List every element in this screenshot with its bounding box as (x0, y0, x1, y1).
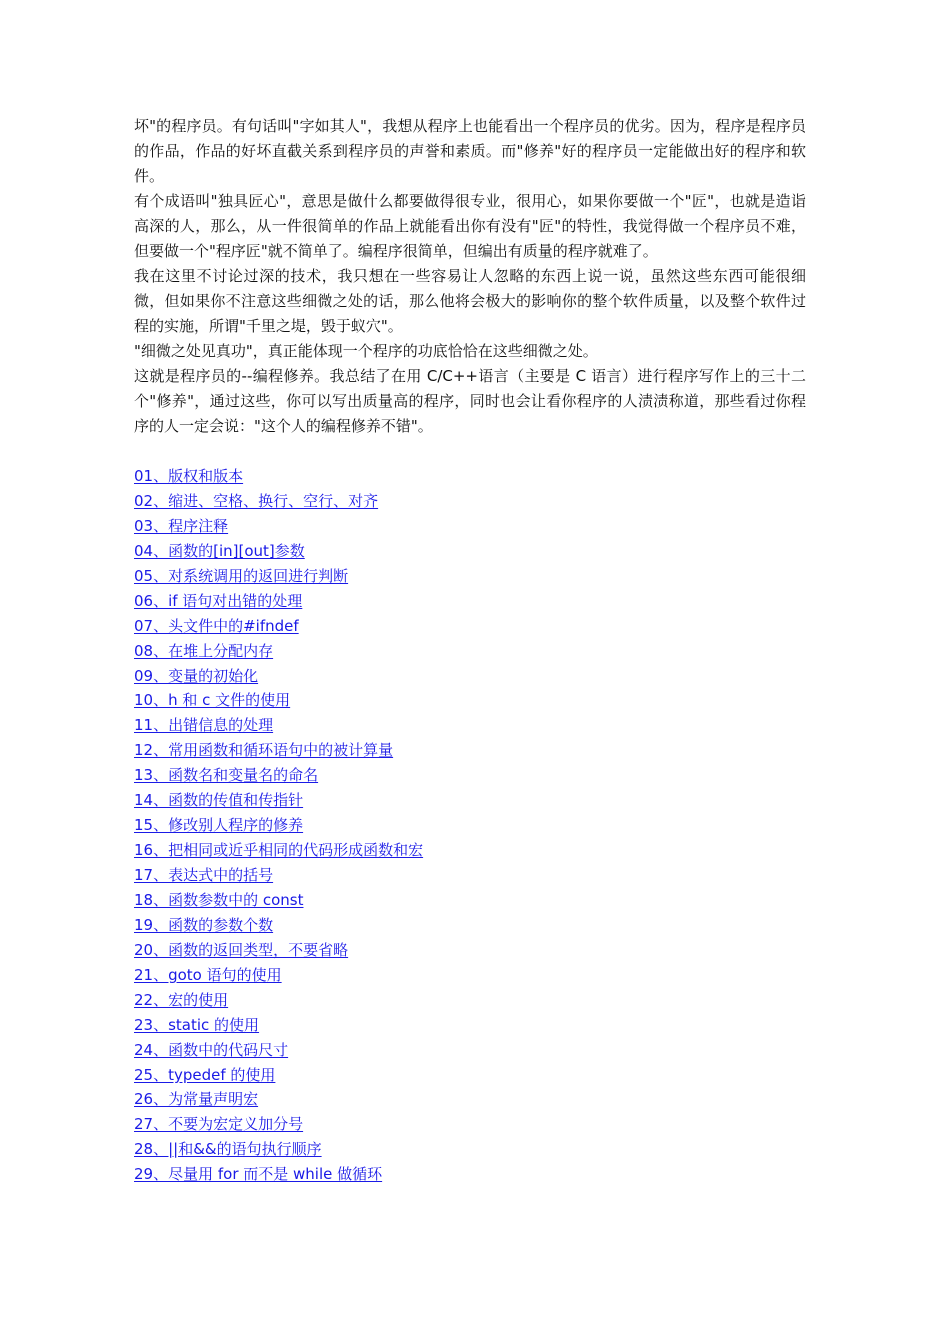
toc-item (134, 738, 806, 763)
toc-item (134, 614, 806, 639)
toc-link-27[interactable]: 27、不要为宏定义加分号 (134, 1115, 304, 1134)
toc-item (134, 539, 806, 564)
document-page (134, 114, 806, 1187)
toc-item (134, 1063, 806, 1088)
toc-link-15[interactable]: 15、修改别人程序的修养 (134, 816, 304, 835)
toc-link-24[interactable]: 24、函数中的代码尺寸 (134, 1040, 289, 1059)
toc-link-09[interactable]: 09、变量的初始化 (134, 666, 259, 685)
toc-item (134, 813, 806, 838)
toc-link-12[interactable]: 12、常用函数和循环语句中的被计算量 (134, 741, 394, 760)
toc-item (134, 639, 806, 664)
toc-link-18[interactable]: 18、函数参数中的 const (134, 890, 304, 909)
toc-link-08[interactable]: 08、在堆上分配内存 (134, 641, 274, 660)
toc-link-16[interactable]: 16、把相同或近乎相同的代码形成函数和宏 (134, 841, 424, 860)
toc-item (134, 963, 806, 988)
toc-link-14[interactable]: 14、函数的传值和传指针 (134, 791, 304, 810)
intro-paragraph-1: 坏"的程序员。有句话叫"字如其人"，我想从程序上也能看出一个程序员的优劣。因为，程序是程序员的作品，作品的好坏直截关系到程序员的声誉和素质。而"修养"好的程序员一定能做出好的程序和软件。 (134, 117, 806, 185)
toc-item (134, 863, 806, 888)
toc-item (134, 838, 806, 863)
toc-item (134, 514, 806, 539)
toc-link-26[interactable]: 26、为常量声明宏 (134, 1090, 259, 1109)
toc-item (134, 1137, 806, 1162)
intro-paragraph-4: "细微之处见真功"，真正能体现一个程序的功底恰恰在这些细微之处。 (134, 342, 598, 360)
toc-item (134, 1013, 806, 1038)
toc-item (134, 763, 806, 788)
intro-paragraph-3: 我在这里不讨论过深的技术，我只想在一些容易让人忽略的东西上说一说，虽然这些东西可能很细微，但如果你不注意这些细微之处的话，那么他将会极大的影响你的整个软件质量，以及整个软件过程的实施，所谓"千里之堤，毁于蚁穴"。 (134, 267, 806, 335)
toc-item (134, 713, 806, 738)
toc-link-20[interactable]: 20、函数的返回类型，不要省略 (134, 940, 349, 959)
toc-item (134, 1162, 806, 1187)
toc-link-01[interactable]: 01、版权和版本 (134, 467, 244, 485)
toc-link-06[interactable]: 06、if 语句对出错的处理 (134, 591, 303, 610)
toc-item (134, 888, 806, 913)
intro-paragraph-2: 有个成语叫"独具匠心"，意思是做什么都要做得很专业，很用心，如果你要做一个"匠"，也就是造诣高深的人，那么，从一件很简单的作品上就能看出你有没有"匠"的特性，我觉得做一个程序员不难，但要做一个"程序匠"就不简单了。编程序很简单，但编出有质量的程序就难了。 (134, 192, 806, 260)
toc-item (134, 913, 806, 938)
toc-item (134, 1038, 806, 1063)
toc-item (134, 1112, 806, 1137)
toc-link-17[interactable]: 17、表达式中的括号 (134, 866, 274, 884)
toc-link-25[interactable]: 25、typedef 的使用 (134, 1065, 276, 1084)
toc-link-28[interactable]: 28、||和&&的语句执行顺序 (134, 1140, 322, 1159)
toc-link-10[interactable]: 10、h 和 c 文件的使用 (134, 691, 291, 710)
toc-link-03[interactable]: 03、程序注释 (134, 516, 229, 535)
toc-item (134, 938, 806, 963)
toc-link-04[interactable]: 04、函数的[in][out]参数 (134, 541, 305, 560)
table-of-contents (134, 464, 806, 1187)
toc-item (134, 464, 806, 489)
toc-item (134, 688, 806, 713)
toc-link-05[interactable]: 05、对系统调用的返回进行判断 (134, 566, 349, 585)
toc-link-19[interactable]: 19、函数的参数个数 (134, 915, 274, 934)
toc-link-07[interactable]: 07、头文件中的#ifndef (134, 616, 299, 635)
toc-link-02[interactable]: 02、缩进、空格、换行、空行、对齐 (134, 491, 379, 510)
toc-link-21[interactable]: 21、goto 语句的使用 (134, 965, 282, 984)
toc-link-22[interactable]: 22、宏的使用 (134, 990, 229, 1009)
toc-item (134, 664, 806, 689)
toc-item (134, 788, 806, 813)
section-spacer (134, 439, 806, 464)
toc-link-29[interactable]: 29、尽量用 for 而不是 while 做循环 (134, 1165, 383, 1184)
toc-item (134, 1087, 806, 1112)
toc-item (134, 489, 806, 514)
toc-item (134, 589, 806, 614)
intro-paragraph-5: 这就是程序员的--编程修养。我总结了在用 C/C++语言（主要是 C 语言）进行程序写作上的三十二个"修养"，通过这些，你可以写出质量高的程序，同时也会让看你程序的人渍渍称道，那些看过你程序的人一定会说："这个人的编程修养不错"。 (134, 367, 806, 435)
toc-link-11[interactable]: 11、出错信息的处理 (134, 716, 274, 735)
toc-item (134, 988, 806, 1013)
toc-item (134, 564, 806, 589)
toc-link-23[interactable]: 23、static 的使用 (134, 1015, 260, 1034)
toc-link-13[interactable]: 13、函数名和变量名的命名 (134, 766, 319, 785)
